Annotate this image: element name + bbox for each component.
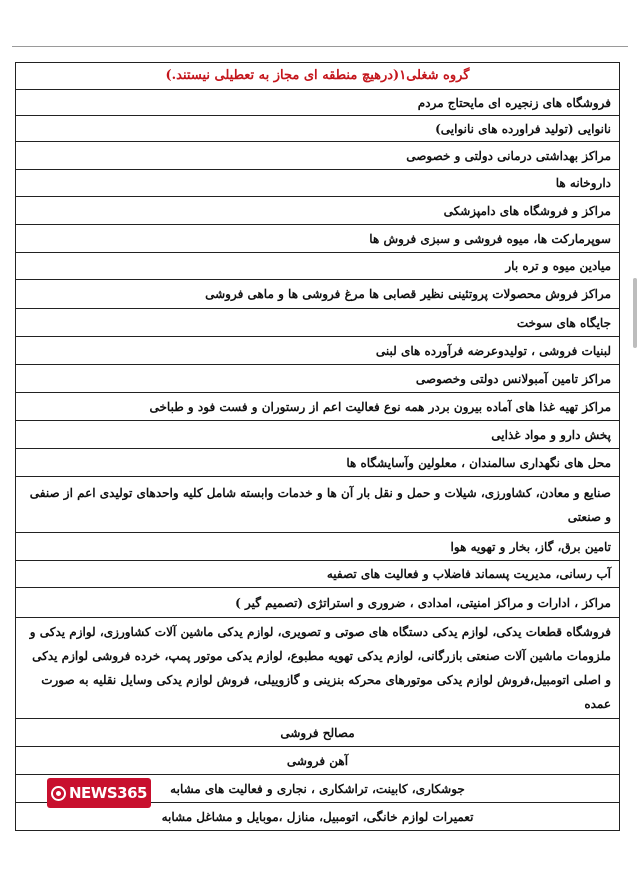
top-divider: [12, 46, 628, 47]
table-row: [16, 253, 620, 280]
table-cell: سوپرمارکت ها، میوه فروشی و سبزی فروش ها: [16, 225, 620, 253]
scrollbar-thumb[interactable]: [633, 278, 637, 348]
table-row: [16, 561, 620, 588]
table-row: [16, 197, 620, 225]
table-row: [16, 309, 620, 337]
table-cell: مراکز فروش محصولات پروتئینی نظیر قصابی ها مرغ فروشی ها و ماهی فروشی: [16, 280, 620, 309]
table-cell: مراکز ، ادارات و مراکز امنیتی، امدادی ، ضروری و استراتژی (تصمیم گیر ): [16, 588, 620, 618]
table-header-row: [16, 63, 620, 90]
table-row: [16, 421, 620, 449]
table-row: [16, 393, 620, 421]
table-cell: جایگاه های سوخت: [16, 309, 620, 337]
table-cell: فروشگاه های زنجیره ای مایحتاج مردم: [16, 90, 620, 116]
watermark-text: NEWS365: [69, 784, 147, 802]
table-row: [16, 225, 620, 253]
table-row: [16, 618, 620, 719]
news365-watermark: [47, 778, 151, 808]
table-cell: جوشکاری، کابینت، تراشکاری ، نجاری و فعالیت های مشابه: [16, 775, 620, 803]
table-row: [16, 90, 620, 116]
table-row: [16, 719, 620, 747]
table-row: [16, 747, 620, 775]
table-cell: لبنیات فروشی ، تولیدوعرضه فرآورده های لبنی: [16, 337, 620, 365]
table-cell: میادین میوه و تره بار: [16, 253, 620, 280]
table-cell: مراکز تهیه غذا های آماده بیرون بردر همه نوع فعالیت اعم از رستوران و فست فود و طباخی: [16, 393, 620, 421]
table-cell: تعمیرات لوازم خانگی، اتومبیل، منازل ،موبایل و مشاغل مشابه: [16, 803, 620, 831]
table-row: [16, 170, 620, 197]
table-cell: فروشگاه قطعات یدکی، لوازم یدکی دستگاه های صوتی و تصویری، لوازم یدکی ماشین آلات کشاورزی، لوازم یدکی و ملزومات ماشین آلات صنعتی بازرگانی، لوازم یدکی تهویه مطبوع، لوازم یدکی موتور پمپ، خرده فروشی لوازم یدکی و اصلی اتومبیل،فروش لوازم یدکی موتورهای محرکه بنزینی و گازوییلی، فروش لوازم یدکی وسایل نقلیه به صورت عمده: [16, 618, 620, 719]
table-cell: مراکز و فروشگاه های دامپزشکی: [16, 197, 620, 225]
table-cell: مراکز بهداشتی درمانی دولتی و خصوصی: [16, 142, 620, 170]
table-row: [16, 116, 620, 142]
globe-ring-icon: [51, 786, 66, 801]
table-cell: مصالح فروشی: [16, 719, 620, 747]
table-row: [16, 477, 620, 533]
table-cell: آب رسانی، مدیریت پسماند فاضلاب و فعالیت های تصفیه: [16, 561, 620, 588]
table-row: [16, 337, 620, 365]
table-cell: صنایع و معادن، کشاورزی، شیلات و حمل و نقل بار آن ها و خدمات وابسته شامل کلیه واحدهای تولیدی اعم از صنفی و صنعتی: [16, 477, 620, 533]
table-row: [16, 280, 620, 309]
table-cell: تامین برق، گاز، بخار و تهویه هوا: [16, 533, 620, 561]
table-cell: مراکز تامین آمبولانس دولتی وخصوصی: [16, 365, 620, 393]
table-header: گروه شغلی۱(درهیچ منطقه ای مجاز به تعطیلی نیستند.): [16, 63, 620, 90]
table-cell: محل های نگهداری سالمندان ، معلولین وآسایشگاه ها: [16, 449, 620, 477]
table-cell: داروخانه ها: [16, 170, 620, 197]
table-row: [16, 365, 620, 393]
table-row: [16, 449, 620, 477]
job-group-table: [15, 62, 620, 831]
table-row: [16, 588, 620, 618]
table-row: [16, 142, 620, 170]
table-row: [16, 533, 620, 561]
table-cell: نانوایی (تولید فراورده های نانوایی): [16, 116, 620, 142]
table-cell: پخش دارو و مواد غذایی: [16, 421, 620, 449]
table-cell: آهن فروشی: [16, 747, 620, 775]
